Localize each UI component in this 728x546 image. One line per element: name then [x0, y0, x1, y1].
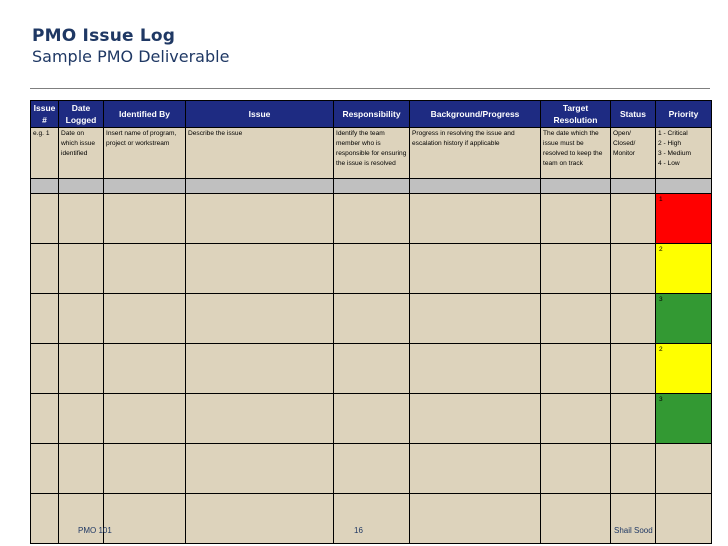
table-cell [59, 444, 104, 494]
table-cell [334, 444, 410, 494]
column-header-identified-by: Identified By [104, 101, 186, 128]
table-cell [104, 394, 186, 444]
priority-cell: 3 [656, 294, 712, 344]
table-row [31, 294, 712, 344]
table-cell [104, 494, 186, 544]
table-cell [541, 494, 611, 544]
table-cell [541, 344, 611, 394]
table-row [31, 244, 712, 294]
table-cell [59, 294, 104, 344]
example-priority: 1 - Critical 2 - High 3 - Medium 4 - Low [656, 128, 712, 179]
header-row [31, 101, 712, 128]
table-cell [186, 244, 334, 294]
example-issue-number: e.g. 1 [31, 128, 59, 179]
table-cell [334, 194, 410, 244]
table-row [31, 394, 712, 444]
table-cell [541, 244, 611, 294]
table-cell [104, 444, 186, 494]
footer-course: PMO 101 [78, 526, 112, 535]
example-date-logged: Date on which issue identified [59, 128, 104, 179]
example-row [31, 128, 712, 179]
table-cell [104, 244, 186, 294]
table-cell [104, 294, 186, 344]
footer-author: Shail Sood [614, 526, 653, 535]
table-cell [104, 344, 186, 394]
title-divider [30, 88, 710, 89]
column-header-status: Status [611, 101, 656, 128]
priority-cell: 3 [656, 394, 712, 444]
table-cell [104, 194, 186, 244]
table-cell [31, 494, 59, 544]
table-cell [59, 394, 104, 444]
column-header-issue-number: Issue # [31, 101, 59, 128]
table-row [31, 194, 712, 244]
table-cell [31, 244, 59, 294]
table-cell [611, 344, 656, 394]
table-cell [611, 244, 656, 294]
page-title: PMO Issue Log [32, 26, 176, 46]
table-cell [611, 294, 656, 344]
table-cell [186, 494, 334, 544]
table-cell [541, 194, 611, 244]
example-responsibility: Identify the team member who is responsible for ensuring the issue is resolved [334, 128, 410, 179]
table-cell [31, 344, 59, 394]
example-identified-by: Insert name of program, project or workstream [104, 128, 186, 179]
table-row [31, 494, 712, 544]
column-header-responsibility: Responsibility [334, 101, 410, 128]
table-cell [31, 394, 59, 444]
table-cell [334, 394, 410, 444]
example-background-progress: Progress in resolving the issue and escalation history if applicable [410, 128, 541, 179]
table-cell [334, 494, 410, 544]
priority-cell: 2 [656, 344, 712, 394]
table-cell [186, 344, 334, 394]
priority-cell: 2 [656, 244, 712, 294]
issue-log-table [30, 100, 712, 544]
separator-row [31, 179, 712, 194]
table-cell [31, 294, 59, 344]
example-target-resolution: The date which the issue must be resolved to keep the team on track [541, 128, 611, 179]
table-cell [59, 244, 104, 294]
table-cell [186, 294, 334, 344]
table-cell [334, 294, 410, 344]
table-cell [334, 244, 410, 294]
table-cell [31, 194, 59, 244]
column-header-target-resolution: Target Resolution [541, 101, 611, 128]
example-status: Open/ Closed/ Monitor [611, 128, 656, 179]
table-cell [410, 294, 541, 344]
priority-cell [656, 444, 712, 494]
column-header-priority: Priority [656, 101, 712, 128]
table-cell [541, 444, 611, 494]
table-cell [541, 294, 611, 344]
table-cell [410, 194, 541, 244]
table-cell [541, 394, 611, 444]
table-cell [410, 344, 541, 394]
page-subtitle: Sample PMO Deliverable [32, 47, 230, 66]
priority-cell: 1 [656, 194, 712, 244]
table-cell [186, 394, 334, 444]
table-cell [59, 344, 104, 394]
table-cell [611, 444, 656, 494]
table-cell [611, 494, 656, 544]
column-header-background-progress: Background/Progress [410, 101, 541, 128]
example-issue: Describe the issue [186, 128, 334, 179]
table-row [31, 344, 712, 394]
priority-cell [656, 494, 712, 544]
table-cell [186, 444, 334, 494]
table-row [31, 444, 712, 494]
footer-page-number: 16 [354, 526, 363, 535]
column-header-issue: Issue [186, 101, 334, 128]
table-cell [611, 194, 656, 244]
table-cell [410, 244, 541, 294]
column-header-date-logged: Date Logged [59, 101, 104, 128]
table-cell [611, 394, 656, 444]
table-cell [410, 444, 541, 494]
table-cell [59, 494, 104, 544]
table-cell [186, 194, 334, 244]
table-cell [59, 194, 104, 244]
table-cell [31, 444, 59, 494]
table-cell [410, 394, 541, 444]
table-cell [334, 344, 410, 394]
table-cell [410, 494, 541, 544]
